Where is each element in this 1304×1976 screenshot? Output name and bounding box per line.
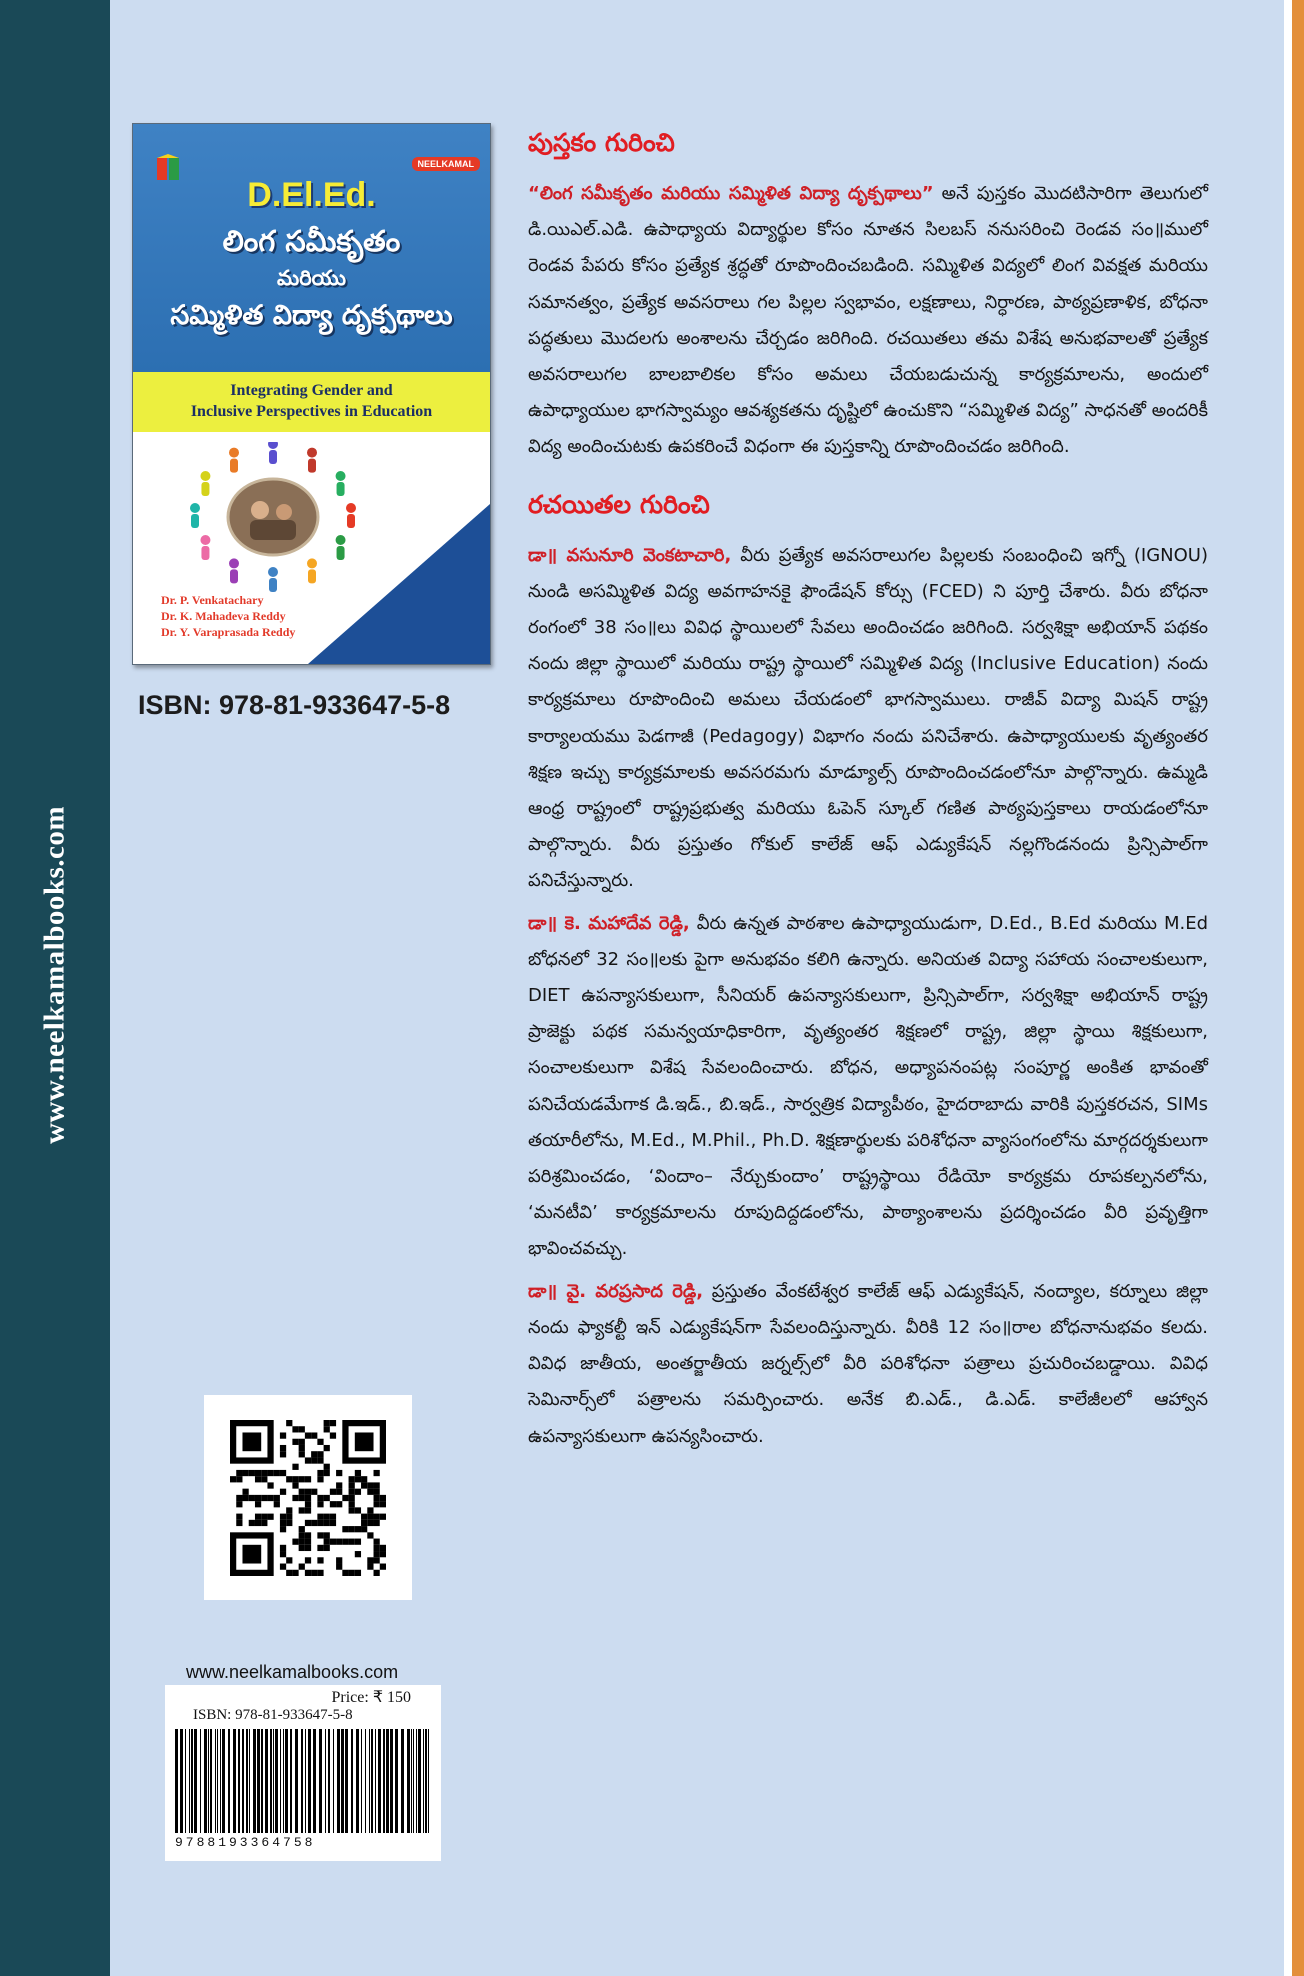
author-bio-text: ప్రస్తుతం వేంకటేశ్వర కాలేజ్ ఆఫ్ ఎడ్యుకేషన్, నంద్యాల, కర్నూలు జిల్లా నందు ఫ్యాకల్టీ ఇన్ ఎడ్యుకేషన్‌గా సేవలందిస్తున్నారు. వీరికి 12 సం॥రాల బోధనానుభవం కలదు. వివిధ జాతీయ, అంతర్జాతీయ జర్నల్స్‌లో వీరి పరిశోధనా పత్రాలు ప్రచురించబడ్డాయి. వివిధ సెమినార్స్‌లో పత్రాలను సమర్పించారు. అనేక బి.ఎడ్., డి.ఎడ్. కాలేజీలలో ఆహ్వాన ఉపన్యాసకులుగా ఉపన్యసించారు.	[528, 1280, 1209, 1447]
front-cover-thumbnail	[132, 123, 491, 665]
author-bio-text: వీరు ప్రత్యేక అవసరాలుగల పిల్లలకు సంబంధించి ఇగ్నో (IGNOU) నుండి అసమ్మిళిత విద్య అవగాహనకై ఫౌండేషన్ కోర్సు (FCED) ని పూర్తి చేశారు. వీరు బోధనా రంగంలో 38 సం॥లు వివిధ స్థాయిలలో సేవలు అందించడం జరిగింది. సర్వశిక్షా అభియాన్ పథకం నందు జిల్లా స్థాయిలో మరియు రాష్ట్ర స్థాయిలో సమ్మిళిత విద్య (Inclusive Education) నందు కార్యక్రమాలు రూపొందించి అమలు చేయడంలో భాగస్వాములు. రాజీవ్ విద్యా మిషన్ రాష్ట్ర కార్యాలయము పెడగాజీ (Pedagogy) విభాగం నందు పనిచేశారు. ఉపాధ్యాయులకు వృత్యంతర శిక్షణ ఇచ్చు కార్యక్రమాలకు అవసరమగు మాడ్యూల్స్ రూపొందించడంలోనూ పాల్గొన్నారు. ఉమ్మడి ఆంధ్ర రాష్ట్రంలో రాష్ట్రప్రభుత్వ మరియు ఓపెన్ స్కూల్ గణిత పాఠ్యపుస్తకాలు రాయడంలోనూ పాల్గొన్నారు. వీరు ప్రస్తుతం గోకుల్ కాలేజ్ ఆఫ్ ఎడ్యుకేషన్ నల్లగొండనందు ప్రిన్సిపాల్‌గా పనిచేస్తున్నారు.	[528, 544, 1209, 892]
cover-title-en-2: Inclusive Perspectives in Education	[190, 403, 433, 420]
cover-title-te-3: సమ్మిళిత విద్యా దృక్పథాలు	[170, 300, 453, 331]
cover-title-te-2: మరియు	[277, 266, 346, 290]
qr-code-icon	[230, 1420, 386, 1576]
cover-authors	[161, 592, 295, 640]
spine-website: www.neelkamalbooks.com	[38, 805, 71, 1145]
qr-code[interactable]	[204, 1395, 412, 1600]
isbn-main: ISBN: 978-81-933647-5-8	[138, 690, 451, 720]
author-name: డా॥ వసునూరి వెంకటాచారి,	[528, 544, 732, 566]
book-title-highlight: “లింగ సమీకృతం మరియు సమ్మిళిత విద్యా దృక్పథాలు”	[528, 183, 934, 204]
spine	[0, 0, 110, 1976]
back-cover-text	[528, 128, 1208, 1455]
cover-title-te-1: లింగ సమీకృతం	[222, 224, 401, 258]
price: Price: ₹ 150	[331, 1689, 411, 1706]
cover-top-panel	[133, 124, 490, 372]
author-bio-text: వీరు ఉన్నత పాఠశాల ఉపాధ్యాయుడుగా, D.Ed., B.Ed మరియు M.Ed బోధనలో 32 సం॥లకు పైగా అనుభవం కలిగి ఉన్నారు. అనియత విద్యా సహాయ సంచాలకులుగా, DIET ఉపన్యాసకులుగా, సీనియర్ ఉపన్యాసకులుగా, ప్రిన్సిపాల్‌గా, సర్వశిక్షా అభియాన్ రాష్ట్ర ప్రాజెక్టు పథక సమన్వయాధికారిగా, వృత్యంతర శిక్షణలో రాష్ట్ర, జిల్లా స్థాయి శిక్షకులుగా, సంచాలకులుగా విశేష సేవలందించారు. బోధన, అధ్యాపనంపట్ల సంపూర్ణ అంకిత భావంతో పనిచేయడమేగాక డి.ఇడ్., బి.ఇడ్., సార్వత్రిక విద్యాపీఠం, హైదరాబాదు వారికి పుస్తకరచన, SIMs తయారీలోను, M.Ed., M.Phil., Ph.D. శిక్షణార్థులకు పరిశోధనా వ్యాసంగంలోను మార్గదర్శకులుగా పరిశ్రమించడం, ‘విందాం– నేర్చుకుందాం’ రాష్ట్రస్థాయి రేడియో కార్యక్రమ రూపకల్పనలోను, ‘మనటీవి’ కార్యక్రమాలను రూపుదిద్దడంలోను, పాఠ్యాంశాలను ప్రదర్శించడం వీరి ప్రవృత్తిగా భావించవచ్చు.	[528, 912, 1209, 1260]
about-book-text	[528, 176, 1208, 466]
barcode-block	[165, 1685, 441, 1861]
author-bio	[528, 538, 1208, 900]
about-book-body: అనే పుస్తకం మొదటిసారిగా తెలుగులో డి.యిఎల్.ఎడి. ఉపాధ్యాయ విద్యార్థుల కోసం నూతన సిలబస్ ననుసరించి రెండవ సం॥ములో రెండవ పేపరు కోసం ప్రత్యేక శ్రద్ధతో రూపొందించబడింది. సమ్మిళిత విద్యలో లింగ వివక్షత మరియు సమానత్వం, ప్రత్యేక అవసరాలు గల పిల్లల స్వభావం, లక్షణాలు, నిర్ధారణ, పాఠ్యప్రణాళిక, బోధనా పద్ధతులు మొదలగు అంశాలను చేర్చడం జరిగింది. రచయితలు తమ విశేష అనుభవాలతో ప్రత్యేక అవసరాలుగల బాలబాలికల కోసం అమలు చేయబడుచున్న కార్యక్రమాలను, అందులో ఉపాధ్యాయుల భాగస్వామ్యం ఆవశ్యకతను దృష్టిలో ఉంచుకొని “సమ్మిళిత విద్య” సాధనతో అందరికీ విద్య అందించుటకు ఉపకరించే విధంగా ఈ పుస్తకాన్ని రూపొందించడం జరిగింది.	[528, 183, 1209, 458]
author-bio	[528, 1274, 1208, 1455]
about-authors-heading: రచయితల గురించి	[528, 489, 710, 519]
about-book-heading: పుస్తకం గురించి	[528, 128, 675, 157]
edge-stripe	[1292, 0, 1304, 1976]
cover-author: Dr. Y. Varaprasada Reddy	[161, 625, 296, 639]
barcode-digits: 9788193364758	[175, 1835, 316, 1850]
cover-author: Dr. K. Mahadeva Reddy	[161, 609, 286, 623]
cover-publisher: NEELKAMAL	[412, 157, 481, 171]
cover-title-en-1: Integrating Gender and	[230, 382, 393, 399]
barcode-icon	[175, 1729, 431, 1833]
author-bio	[528, 906, 1208, 1268]
author-name: డా॥ కె. మహాదేవ రెడ్డి,	[528, 912, 690, 934]
cover-course: D.El.Ed.	[247, 176, 376, 214]
author-name: డా॥ వై. వరప్రసాద రెడ్డి,	[528, 1280, 704, 1302]
inclusive-children-ring-illustration	[178, 442, 368, 592]
cover-english-title	[133, 372, 490, 432]
cover-author: Dr. P. Venkatachary	[161, 593, 264, 607]
cover-bottom-panel	[133, 432, 490, 664]
barcode-isbn: ISBN: 978-81-933647-5-8	[193, 1707, 353, 1723]
barcode-website: www.neelkamalbooks.com	[186, 1662, 399, 1682]
